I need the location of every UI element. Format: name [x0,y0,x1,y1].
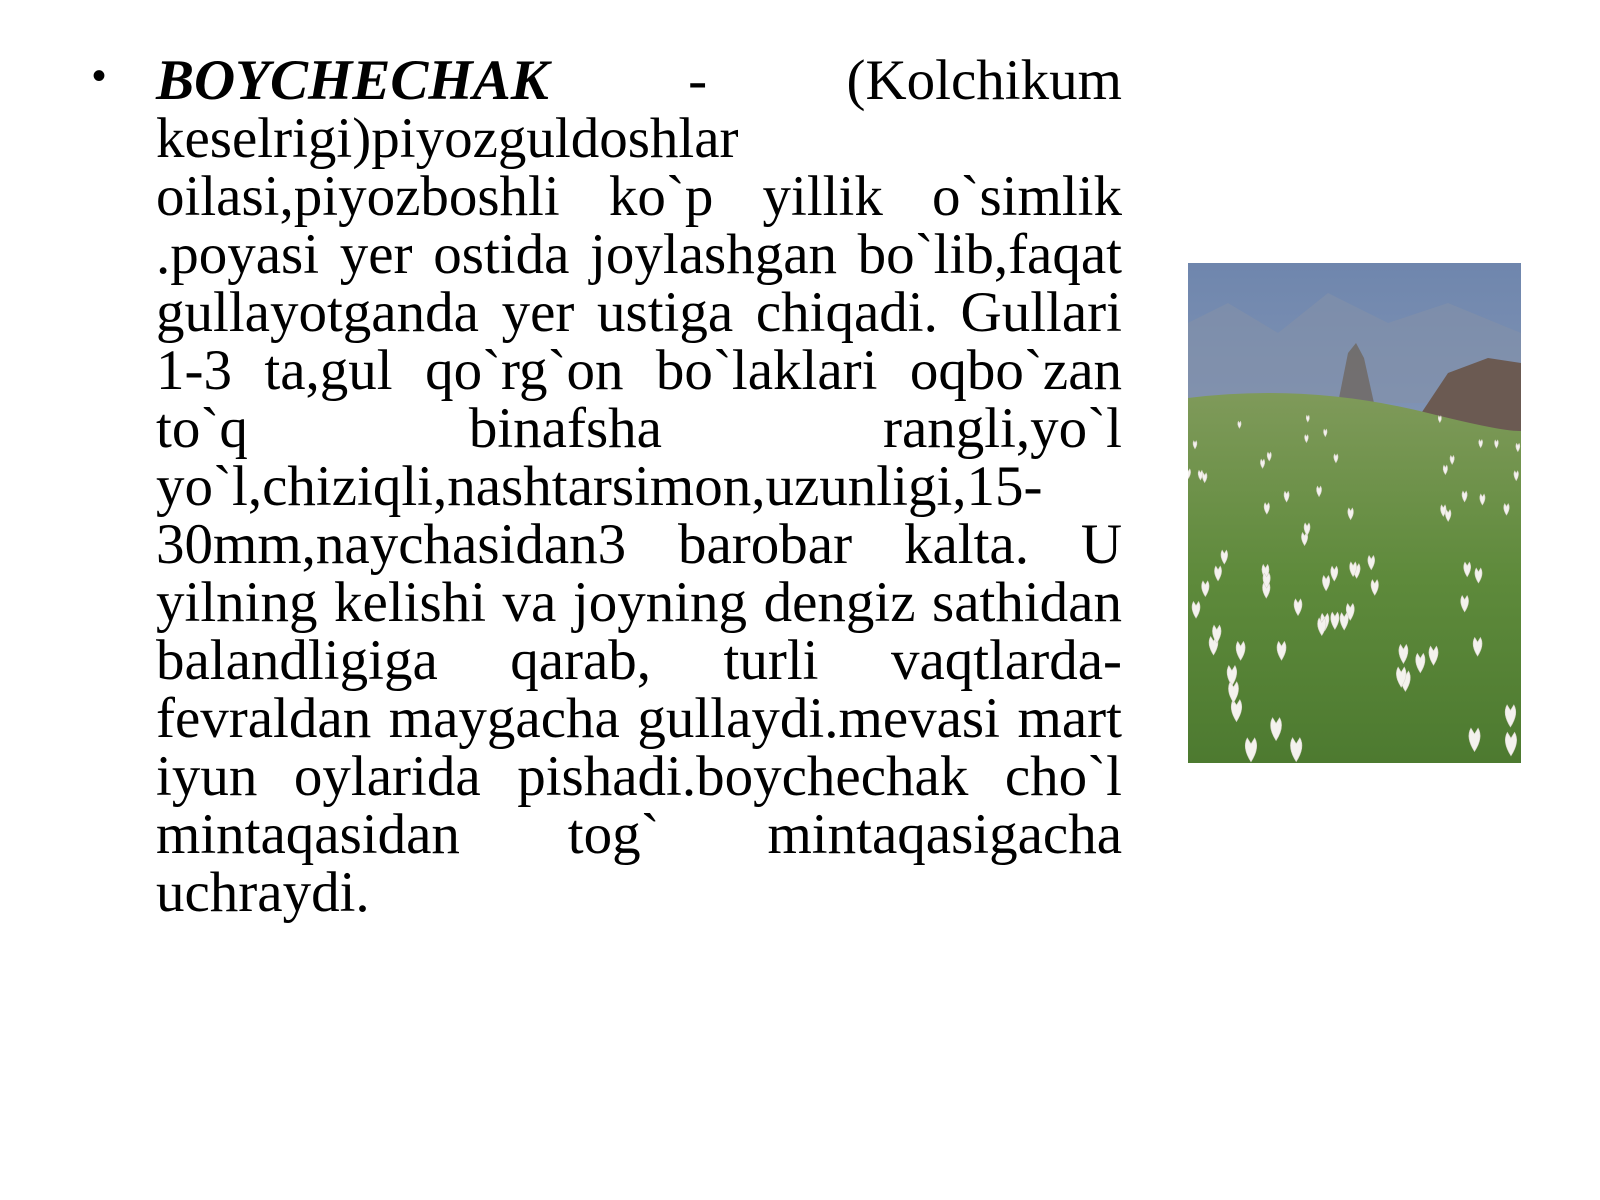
bullet-dot-icon: • [92,54,107,98]
flower-field-photo [1188,263,1521,763]
bullet-term: BOYCHECHAK [156,49,549,112]
bullet-dash: - [548,49,847,112]
meadow-image [1188,263,1521,763]
bullet-text: (Kolchikum keselrigi)piyozguldoshlar oilasi,piyozboshli ko`p yillik o`simlik .poyasi yer ostida joylashgan bo`lib,faqat gullayotganda yer ustiga chiqadi. Gullari 1-3 ta,gul qo`rg`on bo`laklari oqbo`zan to`q binafsha rangli,yo`l yo`l,chiziqli,nashtarsimon,uzunligi,15-30mm,naychasidan3 barobar kalta. U yilning kelishi va joyning dengiz sathidan balandligiga qarab, turli vaqtlarda-fevraldan maygacha gullaydi.mevasi mart iyun oylarida pishadi.boychechak cho`l mintaqasidan tog` mintaqasigacha uchraydi. [156,49,1122,924]
bullet-paragraph [156,49,1122,924]
